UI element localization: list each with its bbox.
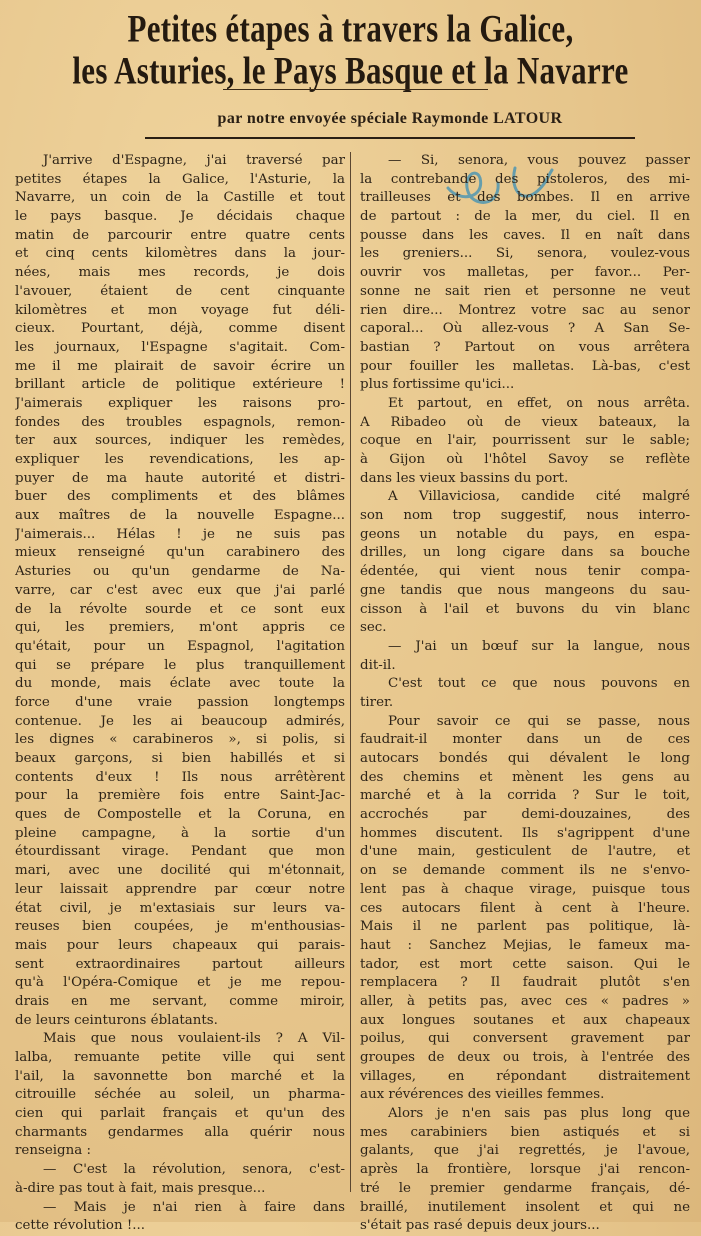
text-line: puyer de ma haute autorité et distri- (15, 470, 345, 486)
text-line: reuses bien coupées, je m'enthousias- (15, 919, 345, 935)
text-line: marché et à la corrida ? Sur le toit, (360, 788, 690, 804)
text-line: C'est tout ce que nous pouvons en (388, 676, 690, 692)
text-line: force d'une vraie passion longtemps (15, 694, 345, 710)
text-line: cien qui parlait français et qu'un des (15, 1106, 345, 1122)
text-line: J'aimerais expliquer les raisons pro- (15, 395, 345, 411)
text-line: trailleuses et des bombes. Il en arrive (360, 190, 690, 206)
text-line: les dignes « carabineros », si polis, si (15, 732, 345, 748)
text-line: cette révolution !... (15, 1218, 145, 1234)
text-line: galants, que j'ai regrettés, je l'avoue, (360, 1143, 690, 1159)
text-line: pour fouiller les malletas. Là-bas, c'est (360, 358, 690, 374)
text-line: Alors je n'en sais pas plus long que (388, 1106, 690, 1122)
text-line: sent extraordinaires partout ailleurs (15, 956, 345, 972)
text-line: à-dire pas tout à fait, mais presque... (15, 1180, 266, 1196)
text-line: son nom trop suggestif, nous interro- (360, 508, 690, 524)
text-line: poilus, qui conversent gravement par (360, 1031, 690, 1047)
text-line: rien dire... Montrez votre sac au senor (360, 302, 690, 318)
column-divider (350, 152, 351, 1192)
article-column-right (360, 152, 690, 1236)
text-line: ouvrir vos malletas, per favor... Per- (360, 265, 690, 281)
text-line: cieux. Pourtant, déjà, comme disent (15, 321, 345, 337)
text-line: édentée, qui vient nous tenir compa- (360, 564, 690, 580)
text-line: villages, en répondant distraitement (360, 1068, 690, 1084)
text-line: état civil, je m'extasiais sur leurs va- (15, 900, 345, 916)
text-line: de la révolte sourde et ce sont eux (15, 601, 345, 617)
text-line: groupes de deux ou trois, à l'entrée des (360, 1050, 690, 1065)
text-line: contents d'eux ! Ils nous arrêtèrent (15, 769, 345, 785)
text-line: sonne ne sait rien et personne ne veut (360, 283, 690, 299)
text-line: mais pour leurs chapeaux qui parais- (15, 937, 345, 953)
text-line: charmants gendarmes alla quérir nous (15, 1124, 345, 1140)
headline-line-2: les Asturies, le Pays Basque et la Navarre (72, 48, 629, 93)
text-line: les journaux, l'Espagne s'agitait. Com- (15, 339, 345, 355)
text-line: aller, à petits pas, avec ces « padres » (360, 993, 690, 1009)
text-line: après la frontière, lorsque j'ai rencon- (360, 1162, 690, 1178)
text-line: les greniers... Si, senora, voulez-vous (360, 246, 690, 262)
text-line: contenue. Je les ai beaucoup admirés, (15, 713, 345, 729)
headline-rule (223, 89, 488, 90)
text-line: varre, car c'est avec eux que j'ai parlé (15, 582, 345, 598)
text-line: qui se prépare le plus tranquillement (15, 657, 345, 673)
text-line: dit-il. (360, 657, 396, 673)
article-column-left (15, 152, 345, 1236)
text-line: beaux garçons, si bien habillés et si (15, 751, 345, 766)
text-line: sec. (360, 620, 387, 636)
text-line: cisson à l'ail et buvons du vin blanc (360, 601, 690, 617)
text-line: braillé, inutilement insolent et qui ne (360, 1199, 690, 1215)
text-line: kilomètres et mon voyage fut déli- (15, 302, 345, 318)
text-line: s'était pas rasé depuis deux jours... (360, 1218, 600, 1234)
text-line: du monde, mais éclate avec toute la (15, 676, 345, 692)
text-line: Mais que nous voulaient-ils ? A Vil- (43, 1031, 345, 1047)
text-line: plus fortissime qu'ici... (360, 377, 515, 393)
text-line: d'une main, gesticulent de l'autre, et (360, 844, 690, 860)
text-line: J'aimerais... Hélas ! je ne suis pas (15, 526, 345, 542)
text-line: mari, avec une docilité qui m'étonnait, (15, 863, 345, 879)
text-line: me il me plairait de savoir écrire un (15, 358, 345, 374)
text-line: le pays basque. Je décidais chaque (15, 209, 345, 225)
text-line: Pour savoir ce qui se passe, nous (388, 713, 690, 729)
text-line: remplacera ? Il faudrait plutôt s'en (360, 975, 690, 991)
text-line: aux révérences des vieilles femmes. (360, 1087, 605, 1103)
text-line: ter aux sources, indiquer les remèdes, (15, 433, 345, 449)
text-line: bastian ? Partout on vous arrêtera (360, 339, 690, 355)
text-line: ques de Compostelle et la Coruna, en (15, 807, 345, 823)
text-line: — Si, senora, vous pouvez passer (388, 153, 690, 168)
text-line: qui, les premiers, m'ont appris ce (15, 620, 345, 636)
text-line: drilles, un long cigare dans sa bouche (360, 545, 690, 561)
text-line: lent pas à chaque virage, puisque tous (360, 881, 690, 897)
text-line: autocars bondés qui dévalent le long (360, 751, 690, 766)
text-line: expliquer les revendications, les ap- (15, 452, 345, 467)
text-line: de partout : de la mer, du ciel. Il en (360, 209, 690, 225)
text-line: la contrebande des pistoleros, des mi- (360, 171, 690, 187)
text-line: mieux renseigné qu'un carabinero des (15, 545, 345, 561)
text-line: citrouille séchée au soleil, un pharma- (15, 1087, 345, 1103)
byline: par notre envoyée spéciale Raymonde LATOUR (217, 110, 563, 127)
text-line: dans les vieux bassins du port. (360, 470, 569, 486)
text-line: pousse dans les caves. Il en naît dans (360, 227, 690, 243)
text-line: pleine campagne, à la sortie d'un (15, 825, 345, 841)
text-line: petites étapes la Galice, l'Asturie, la (15, 171, 345, 187)
text-line: des chemins et mènent les gens au (360, 769, 690, 785)
text-line: leur laissait apprendre par cœur notre (15, 881, 345, 897)
text-line: qu'à l'Opéra-Comique et je me repou- (15, 975, 345, 991)
headline-line-1: Petites étapes à travers la Galice, (127, 6, 574, 51)
text-line: buer des compliments et des blâmes (15, 489, 345, 505)
text-line: l'ail, la savonnette bon marché et la (15, 1068, 345, 1084)
text-line: Navarre, un coin de la Castille et tout (15, 190, 345, 206)
text-line: matin de parcourir entre quatre cents (15, 227, 345, 243)
text-line: aux longues soutanes et aux chapeaux (360, 1012, 690, 1028)
text-line: de leurs ceinturons éblatants. (15, 1012, 218, 1028)
text-line: gne tandis que nous mangeons du sau- (360, 582, 690, 598)
text-line: renseigna : (15, 1143, 91, 1159)
text-line: qu'était, pour un Espagnol, l'agitation (15, 638, 345, 654)
text-line: Asturies ou qu'un gendarme de Na- (15, 564, 345, 580)
text-line: faudrait-il monter dans un de ces (360, 732, 690, 748)
text-line: et cinq cents kilomètres dans la jour- (15, 246, 345, 262)
text-line: on se demande comment ils ne s'envo- (360, 863, 690, 879)
text-line: — Mais je n'ai rien à faire dans (43, 1199, 345, 1215)
text-line: — C'est la révolution, senora, c'est- (43, 1162, 345, 1178)
text-line: drais en me servant, comme miroir, (15, 993, 345, 1009)
byline-rule (145, 137, 635, 139)
text-line: l'avouer, étaient de cent cinquante (15, 283, 345, 299)
text-line: hommes discutent. Ils s'agrippent d'une (360, 825, 690, 841)
text-line: aux maîtres de la nouvelle Espagne... (15, 508, 345, 524)
text-line: tador, est mort cette saison. Qui le (360, 956, 690, 972)
text-line: nées, mais mes records, je dois (15, 265, 345, 281)
text-line: tirer. (360, 694, 394, 710)
text-line: coque en l'air, pourrissent sur le sable; (360, 433, 690, 449)
text-line: tré le premier gendarme français, dé- (360, 1180, 690, 1196)
text-line: geons un notable du pays, en espa- (360, 526, 690, 542)
text-line: — J'ai un bœuf sur la langue, nous (388, 638, 690, 654)
text-line: étourdissant virage. Pendant que mon (15, 844, 345, 860)
text-line: accrochés par demi-douzaines, des (360, 807, 690, 823)
text-line: J'arrive d'Espagne, j'ai traversé par (43, 153, 345, 168)
text-line: Et partout, en effet, on nous arrêta. (388, 395, 690, 411)
text-line: haut : Sanchez Mejias, le fameux ma- (360, 937, 690, 953)
text-line: A Ribadeo où de vieux bateaux, la (360, 414, 690, 430)
text-line: fondes des troubles espagnols, remon- (15, 414, 345, 430)
text-line: caporal... Où allez-vous ? A San Se- (360, 321, 690, 337)
text-line: brillant article de politique extérieure ! (15, 377, 345, 393)
text-line: à Gijon où l'hôtel Savoy se reflète (360, 452, 690, 467)
text-line: pour la première fois entre Saint-Jac- (15, 788, 345, 804)
text-line: lalba, remuante petite ville qui sent (15, 1050, 345, 1065)
text-line: ces autocars filent à cent à l'heure. (360, 900, 690, 916)
text-line: mes carabiniers bien astiqués et si (360, 1124, 690, 1140)
text-line: Mais il ne parlent pas politique, là- (360, 919, 690, 935)
text-line: A Villaviciosa, candide cité malgré (388, 489, 690, 505)
